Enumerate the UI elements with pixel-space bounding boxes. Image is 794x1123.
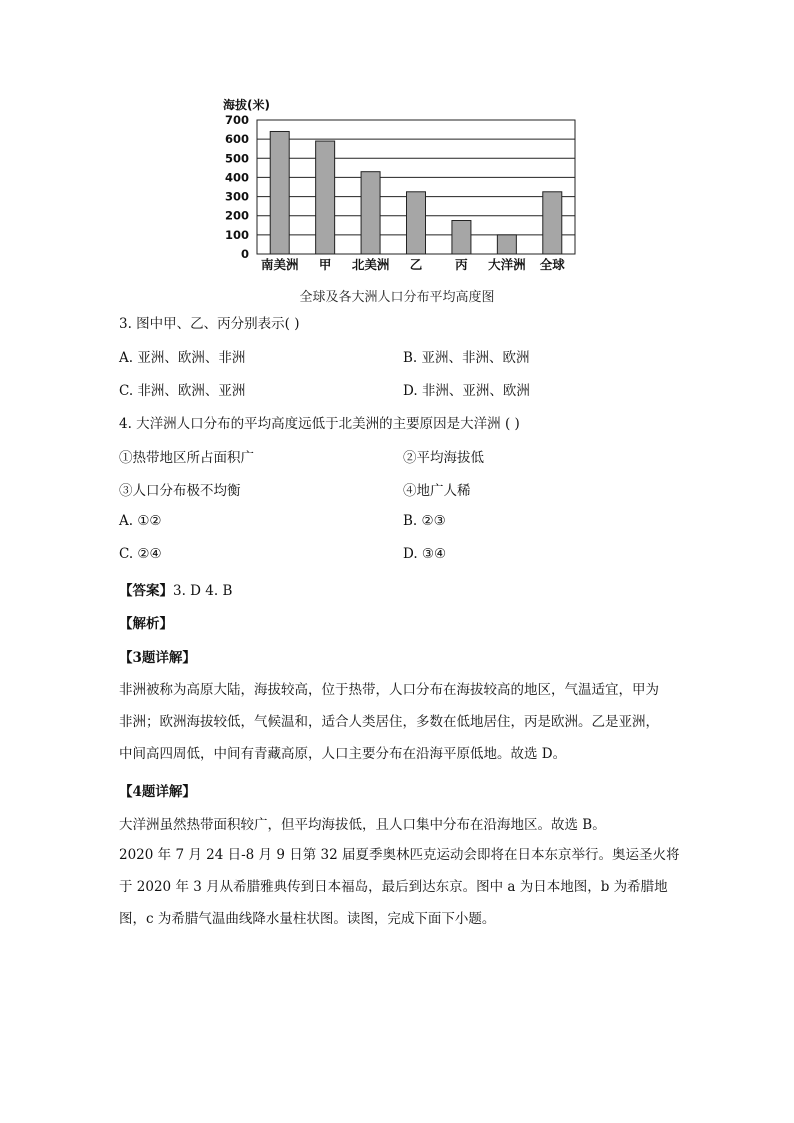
bar	[497, 235, 516, 254]
detail4-label: 【4题详解】	[119, 784, 196, 800]
q3-option-a: A. 亚洲、欧洲、非洲	[119, 350, 246, 366]
chart-svg	[215, 94, 585, 294]
q4-stem: 4. 大洋洲人口分布的平均高度远低于北美洲的主要原因是大洋洲 ( )	[119, 416, 520, 432]
intro-line: 图，c 为希腊气温曲线降水量柱状图。读图，完成下面下小题。	[119, 911, 496, 927]
intro-line: 2020 年 7 月 24 日-8 月 9 日第 32 届夏季奥林匹克运动会即将在日本东京举行。奥运圣火将	[119, 847, 680, 863]
q4-statement-4: ④地广人稀	[403, 483, 471, 499]
q3-stem: 3. 图中甲、乙、丙分别表示( )	[119, 316, 300, 332]
x-tick-label: 南美洲	[260, 257, 299, 272]
intro-paragraph	[119, 839, 697, 935]
bar	[361, 172, 380, 254]
q4-option-c: C. ②④	[119, 546, 162, 562]
y-tick-label: 400	[224, 170, 249, 185]
y-axis-label: 海拔(米)	[223, 98, 270, 112]
y-tick-label: 100	[224, 227, 249, 242]
answer-label: 【答案】	[119, 583, 173, 599]
answer-line	[119, 579, 232, 599]
q4-statement-3: ③人口分布极不均衡	[119, 483, 241, 499]
x-tick-label: 乙	[409, 257, 423, 272]
chart-caption: 全球及各大洲人口分布平均高度图	[299, 290, 495, 305]
intro-line: 于 2020 年 3 月从希腊雅典传到日本福岛，最后到达东京。图中 a 为日本地图，b 为希腊地	[119, 879, 668, 895]
detail3-paragraph	[119, 674, 697, 770]
detail3-line: 中间高四周低，中间有青藏高原，人口主要分布在沿海平原低地。故选 D。	[119, 746, 567, 762]
y-tick-label: 300	[224, 189, 249, 204]
y-tick-label: 700	[224, 113, 249, 127]
q4-statement-1: ①热带地区所占面积广	[119, 450, 254, 466]
elevation-bar-chart	[215, 94, 585, 304]
bar	[270, 131, 289, 254]
y-tick-label: 600	[224, 132, 249, 147]
bar	[543, 192, 562, 254]
q3-option-c: C. 非洲、欧洲、亚洲	[119, 383, 246, 399]
detail3-line: 非洲；欧洲海拔较低，气候温和，适合人类居住，多数在低地居住，丙是欧洲。乙是亚洲，	[119, 714, 659, 730]
x-tick-label: 全球	[539, 257, 565, 272]
x-tick-label: 大洋洲	[488, 257, 526, 272]
q4-statement-2: ②平均海拔低	[403, 450, 484, 466]
y-tick-label: 0	[240, 247, 249, 261]
q3-option-b: B. 亚洲、非洲、欧洲	[403, 350, 530, 366]
bar	[407, 192, 426, 254]
bar	[316, 141, 335, 254]
detail3-label: 【3题详解】	[119, 650, 196, 666]
detail3-line: 非洲被称为高原大陆，海拔较高，位于热带，人口分布在海拔较高的地区，气温适宜，甲为	[119, 682, 659, 698]
x-tick-label: 丙	[455, 257, 468, 272]
q4-option-a: A. ①②	[119, 513, 162, 529]
y-tick-label: 200	[224, 208, 249, 223]
answer-text: 3. D 4. B	[173, 583, 233, 599]
x-tick-label: 北美洲	[351, 257, 390, 272]
analysis-label: 【解析】	[119, 616, 173, 632]
q4-option-d: D. ③④	[403, 546, 447, 562]
q4-option-b: B. ②③	[403, 513, 446, 529]
x-tick-label: 甲	[318, 257, 332, 272]
bar	[452, 221, 471, 255]
q3-option-d: D. 非洲、亚洲、欧洲	[403, 383, 530, 399]
detail4-text: 大洋洲虽然热带面积较广，但平均海拔低，且人口集中分布在沿海地区。故选 B。	[119, 817, 606, 833]
y-tick-label: 500	[224, 151, 249, 166]
